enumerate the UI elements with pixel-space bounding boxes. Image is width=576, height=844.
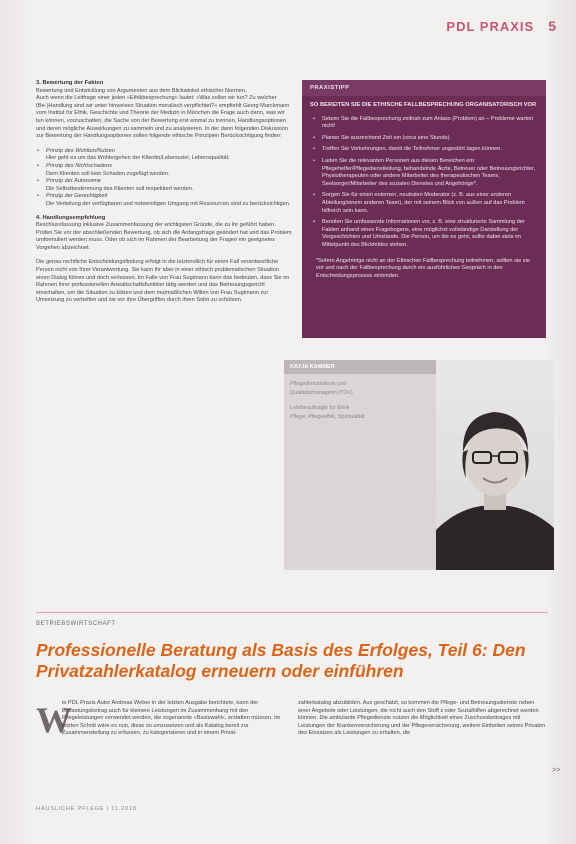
list-item: • Setzen Sie die Fallbesprechung zeitnah zum Anlass (Problem) an – Probleme warten nicht! [322, 116, 536, 131]
magazine-section-label: PDL PRAXIS [446, 18, 535, 34]
article-column-2: zahlerkatalog abzubilden. Aus geschätzt, so kommen die Pflege- und Betreuungsdienste neben einer Angebote oder Leistungen, die nicht auch den Stoff z oder Sozialhilfen abgerechnet werden können. Die ambulante Pflegedienste nutzen die Möglichkeit eines Zuschussbeitrages mit Leistungen der Krankenversicherung und der Pflegeversicherung, weitere Einheiten seines Privaten des Einsatzes als Leistungen zu erhalten, die [298, 700, 546, 737]
paragraph: Bewertung und Entwicklung von Argumenten aus dem Blickwinkel ethischer Normen. [36, 87, 247, 94]
list-item: • Sorgen Sie für einen externen, neutralen Moderator (z. B. aus einer anderen Abteilung/einem anderen Team), der mit seinem Blick von außen auf das Problem hilfreich sein kann. [322, 192, 536, 215]
article-left-column [36, 80, 292, 312]
praxistipp-list [302, 116, 546, 250]
continue-arrows: >> [552, 767, 561, 774]
list-item: • Prinzip des Nichtschadens Dem Klienten soll kein Schaden zugefügt werden. [46, 163, 292, 178]
principle-list [36, 148, 292, 209]
article-headline: Professionelle Beratung als Basis des Erfolges, Teil 6: Den Privatzahlerkatalog erneuern oder einführen [36, 640, 526, 681]
page-footer: HÄUSLICHE PFLEGE | 11.2018 [36, 806, 137, 812]
praxistipp-header: PRAXISTIPP [302, 80, 546, 96]
section-divider [36, 612, 548, 613]
page-number: 5 [548, 18, 556, 34]
section-heading-3: 3. Bewertung der Fakten [36, 80, 104, 86]
page-header [446, 18, 556, 34]
list-item: • Treffen Sie Vorkehrungen, damit die Teilnehmer ungestört tagen können. [322, 146, 536, 154]
paragraph: Auch wenn die Leitfrage einer jeden »Ethikbesprechung« lautet: »Was sollen wir tun? Zu welcher (Be-)Handlung sind wir unter hinweisen Situation moralisch verpflichtet?« empfiehlt Georg Marckmann vom Institut für Ethik, Geschichte und Theorie der Medizin in München die Frage auch dann, was wir tun können, vorzuschalten, die Sache von der Bewertung erst einmal zu trennen, Handlungsoptionen und deren mögliche Auswirkungen zu sammeln und zu analysieren. In der dann folgenden Diskussion zur Bewertung der Handlungsoptionen sollen folgende ethische Prinzipien Berücksichtigung finden: [36, 95, 290, 140]
list-item: • Planen Sie ausreichend Zeit ein (circa eine Stunde). [322, 135, 536, 143]
article-column-1: ie PDL Praxis Autor Andreas Weber in der letzten Ausgabe berichtete, kann der Entlastungsbetrag auch für kleinere Leistungen im Zusammenhang mit den Pflegeleistungen verwendet werden, die sogenannte »Basiswahl«, erstatten müssen. Im letzten Schritt wäre es nun, diese so umzusetzen und als Katalog bereit zur Zusammenstellung zu erfassen, zu kategorisieren und in einem Privat- [62, 700, 281, 737]
list-item: • Laden Sie die relevanten Personen aus diesen Bereichen ein: Pflegehelfer/Pflegedienstleitung, behandelnde Ärzte, Betreuer oder Betreuungsrichter, Physiotherapeuten oder andere Mitarbeiter des therapeutischen Teams, Seelsorger/Mitarbeiter des sozialen Dienstes und Angehörige*. [322, 158, 536, 188]
author-portrait-image [436, 360, 554, 570]
list-item: • Prinzip der Gerechtigkeit Die Verteilung der verfügbaren und notwendigen Umgang mit Ressourcen sind zu berücksichtigen. [46, 193, 292, 208]
praxistipp-box [302, 80, 546, 338]
author-photo [436, 360, 554, 570]
author-box [284, 360, 554, 570]
author-name: KATJA KAMMER [284, 360, 456, 374]
rubric-label: BETRIEBSWIRTSCHAFT [36, 621, 116, 627]
paragraph: Beschlussfassung inklusive Zusammenfassung der wichtigsten Gründe, die zu ihr geführt haben. Prüfen Sie vor der abschließenden Bewertung, ob sich die Anfangsfrage geändert hat und das Problem umformuliert werden muss. Oder ob sich im Rahmen der Bearbeitung der Fragen ein geeignetes Vorgehen abzeichnet. [36, 222, 292, 251]
list-item: • Prinzip des Wohltun/Nutzen Hier geht es um das Wohlergehen der Klientin/Lebensziel, Lebensqualität. [46, 148, 292, 163]
praxistipp-subtitle: SO BEREITEN SIE DIE ETHISCHE FALLBESPRECHUNG ORGANISATORISCH VOR [310, 102, 537, 108]
list-item: • Bereiten Sie umfassende Informationen vor, z. B. eine strukturierte Sammlung der Fakten anhand eines Fragebogens, eine möglichst vollständige Darstellung der Vorgeschichten und Umstände. Die Person, um die es geht, sollte dabei stets im Mittelpunkt des Blickfeldes stehen. [322, 219, 536, 249]
section-heading-4: 4. Handlungsempfehlung [36, 214, 106, 221]
author-bio: Pflegedienstleiterin und Qualitätsmanagerin (TÜV) Lehrbeauftragte für Ethik Pflege, Pflegeethik, Spiritualität [290, 381, 365, 420]
paragraph: Die genau rechtliche Entscheidungsfindung erfolgt in die letztendlich für einen Fall verantwortliche Person nicht von Ihrer Verantwortung. Sie kann ihr aber in einer ethisch problematischen Situation einen Dialog führen und doch verlassen. Im Falle von Frau Sugimann kann das bedeuten, dass Sie im Rahmen ihrer professionellen Anwaltschaftsfunktion tätig werden und das Betreuungsgericht einschalten, um die Situation zu klären und dem mutmaßlichen Willen von Frau Sugimann zur Umsetzung zu verhelfen und sie vor ihre Übergriffen durch ihren Sohn zu schützen. [36, 259, 290, 304]
drop-cap: W [36, 700, 72, 740]
list-item: • Prinzip der Autonomie Die Selbstbestimmung des Klienten soll respektiert werden. [46, 178, 292, 193]
praxistipp-footnote: *Sofern Angehörige nicht an der Ethischen Fallbesprechung teilnehmen, sollten sie sie vor und nach der Fallbesprechung durch ein ausführliches Gespräch in den Entscheidungsprozess einbinden. [316, 257, 530, 279]
